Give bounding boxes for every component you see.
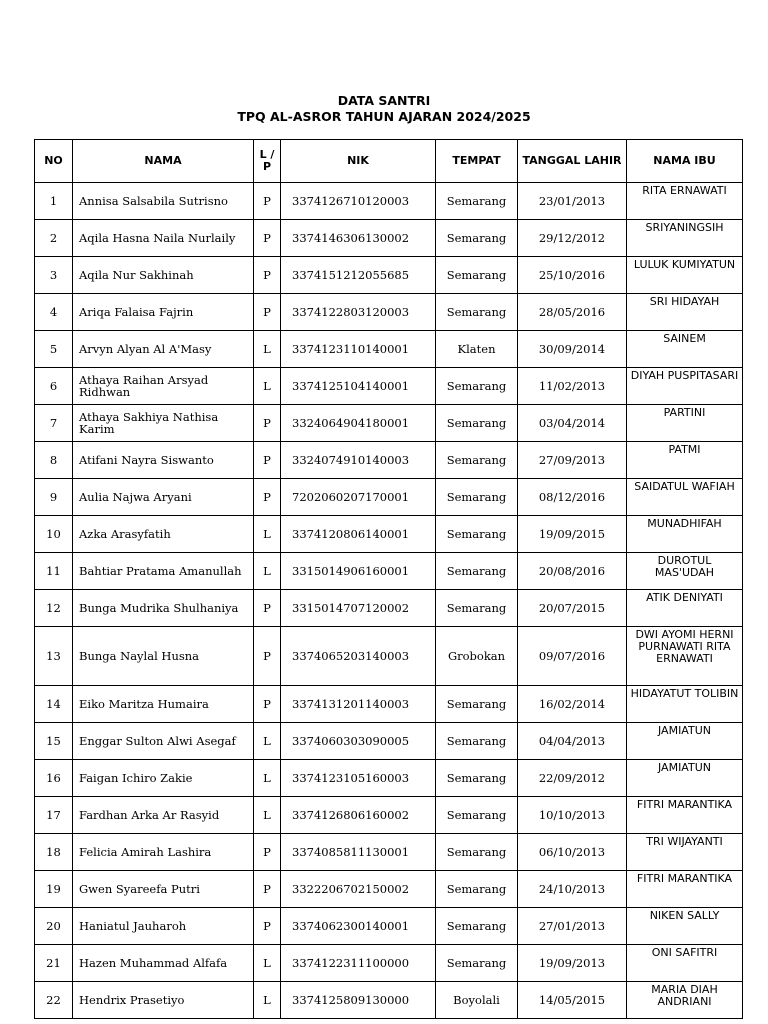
cell-tempat: Semarang [436,590,518,627]
cell-tanggal-lahir: 28/05/2016 [518,294,627,331]
table-row [35,479,743,516]
cell-tanggal-lahir: 19/09/2015 [518,516,627,553]
header-lp: L / P [254,140,281,183]
cell-tempat: Semarang [436,871,518,908]
cell-lp: P [254,871,281,908]
cell-tanggal-lahir: 16/02/2014 [518,686,627,723]
cell-tanggal-lahir: 19/09/2013 [518,945,627,982]
cell-nik: 3322206702150002 [281,871,436,908]
cell-nama-ibu: PARTINI [627,405,743,442]
table-row [35,331,743,368]
cell-tanggal-lahir: 08/12/2016 [518,479,627,516]
cell-lp: P [254,257,281,294]
cell-tanggal-lahir: 22/09/2012 [518,760,627,797]
cell-lp: L [254,516,281,553]
cell-tempat: Semarang [436,294,518,331]
table-row [35,368,743,405]
cell-nik: 3374085811130001 [281,834,436,871]
cell-tanggal-lahir: 09/07/2016 [518,627,627,686]
cell-tempat: Grobokan [436,627,518,686]
cell-nama-ibu: SRIYANINGSIH [627,220,743,257]
cell-no: 19 [35,871,73,908]
cell-no: 17 [35,797,73,834]
cell-no: 13 [35,627,73,686]
cell-nik: 3374123105160003 [281,760,436,797]
cell-no: 6 [35,368,73,405]
cell-nama: Faigan Ichiro Zakie [73,760,254,797]
cell-nama-ibu: NIKEN SALLY [627,908,743,945]
cell-nama: Ariqa Falaisa Fajrin [73,294,254,331]
cell-nik: 3374131201140003 [281,686,436,723]
cell-tanggal-lahir: 11/02/2013 [518,368,627,405]
cell-tanggal-lahir: 20/08/2016 [518,553,627,590]
cell-tempat: Semarang [436,442,518,479]
cell-nik: 3374125104140001 [281,368,436,405]
cell-nik: 3374126710120003 [281,183,436,220]
cell-lp: L [254,553,281,590]
table-row [35,908,743,945]
cell-nik: 3374123110140001 [281,331,436,368]
cell-nama: Enggar Sulton Alwi Asegaf [73,723,254,760]
cell-tempat: Klaten [436,331,518,368]
cell-no: 1 [35,183,73,220]
cell-lp: P [254,834,281,871]
table-row [35,405,743,442]
cell-tempat: Semarang [436,908,518,945]
header-nama: NAMA [73,140,254,183]
cell-nik: 3374151212055685 [281,257,436,294]
table-row [35,183,743,220]
cell-lp: P [254,405,281,442]
cell-tanggal-lahir: 04/04/2013 [518,723,627,760]
cell-lp: P [254,590,281,627]
table-row [35,257,743,294]
cell-tempat: Semarang [436,797,518,834]
cell-nama-ibu: ONI SAFITRI [627,945,743,982]
cell-lp: L [254,723,281,760]
cell-no: 18 [35,834,73,871]
cell-tanggal-lahir: 06/10/2013 [518,834,627,871]
cell-tempat: Semarang [436,183,518,220]
cell-tempat: Semarang [436,686,518,723]
document-subtitle: TPQ AL-ASROR TAHUN AJARAN 2024/2025 [237,109,531,124]
cell-no: 10 [35,516,73,553]
cell-no: 16 [35,760,73,797]
table-row [35,760,743,797]
table-row [35,553,743,590]
cell-nama: Azka Arasyfatih [73,516,254,553]
cell-no: 3 [35,257,73,294]
cell-nama: Annisa Salsabila Sutrisno [73,183,254,220]
cell-lp: L [254,331,281,368]
table-row [35,627,743,686]
cell-nama-ibu: HIDAYATUT TOLIBIN [627,686,743,723]
cell-tempat: Semarang [436,760,518,797]
cell-nama: Hendrix Prasetiyo [73,982,254,1019]
table-row [35,723,743,760]
cell-lp: P [254,908,281,945]
cell-nama: Athaya Raihan Arsyad Ridhwan [73,368,254,405]
cell-lp: L [254,368,281,405]
cell-no: 2 [35,220,73,257]
cell-no: 7 [35,405,73,442]
cell-nama-ibu: TRI WIJAYANTI [627,834,743,871]
cell-nama-ibu: FITRI MARANTIKA [627,797,743,834]
cell-nama: Aqila Nur Sakhinah [73,257,254,294]
cell-nama-ibu: SAIDATUL WAFIAH [627,479,743,516]
cell-nama: Aqila Hasna Naila Nurlaily [73,220,254,257]
table-row [35,871,743,908]
table-row [35,945,743,982]
cell-no: 21 [35,945,73,982]
cell-nik: 3374120806140001 [281,516,436,553]
cell-lp: P [254,294,281,331]
cell-tanggal-lahir: 24/10/2013 [518,871,627,908]
cell-nik: 3324064904180001 [281,405,436,442]
table-row [35,982,743,1019]
cell-nama-ibu: MUNADHIFAH [627,516,743,553]
cell-nama-ibu: DUROTUL MAS'UDAH [627,553,743,590]
cell-no: 9 [35,479,73,516]
cell-nama: Athaya Sakhiya Nathisa Karim [73,405,254,442]
cell-lp: L [254,982,281,1019]
cell-nik: 3315014707120002 [281,590,436,627]
cell-nama: Bahtiar Pratama Amanullah [73,553,254,590]
cell-lp: L [254,945,281,982]
cell-nik: 3374062300140001 [281,908,436,945]
header-tanggal-lahir: TANGGAL LAHIR [518,140,627,183]
cell-tempat: Boyolali [436,982,518,1019]
cell-lp: L [254,797,281,834]
cell-nama: Fardhan Arka Ar Rasyid [73,797,254,834]
cell-no: 20 [35,908,73,945]
cell-tempat: Semarang [436,405,518,442]
cell-tanggal-lahir: 27/01/2013 [518,908,627,945]
cell-nama-ibu: PATMI [627,442,743,479]
cell-tempat: Semarang [436,368,518,405]
cell-lp: L [254,760,281,797]
cell-nama: Hazen Muhammad Alfafa [73,945,254,982]
cell-tanggal-lahir: 27/09/2013 [518,442,627,479]
header-no: NO [35,140,73,183]
cell-nama-ibu: FITRI MARANTIKA [627,871,743,908]
cell-tempat: Semarang [436,834,518,871]
cell-tanggal-lahir: 20/07/2015 [518,590,627,627]
cell-nik: 3374122803120003 [281,294,436,331]
cell-lp: P [254,220,281,257]
cell-lp: P [254,627,281,686]
cell-nik: 3324074910140003 [281,442,436,479]
cell-tempat: Semarang [436,553,518,590]
cell-tempat: Semarang [436,723,518,760]
cell-tempat: Semarang [436,479,518,516]
cell-no: 12 [35,590,73,627]
cell-nama: Arvyn Alyan Al A'Masy [73,331,254,368]
cell-nama: Felicia Amirah Lashira [73,834,254,871]
cell-tempat: Semarang [436,516,518,553]
cell-no: 11 [35,553,73,590]
cell-nik: 3315014906160001 [281,553,436,590]
cell-nama-ibu: RITA ERNAWATI [627,183,743,220]
cell-tempat: Semarang [436,220,518,257]
cell-nik: 3374060303090005 [281,723,436,760]
cell-nama: Aulia Najwa Aryani [73,479,254,516]
cell-nik: 3374125809130000 [281,982,436,1019]
cell-nik: 7202060207170001 [281,479,436,516]
cell-tanggal-lahir: 23/01/2013 [518,183,627,220]
table-row [35,686,743,723]
table-row [35,516,743,553]
cell-nama: Eiko Maritza Humaira [73,686,254,723]
cell-lp: P [254,183,281,220]
cell-nama-ibu: LULUK KUMIYATUN [627,257,743,294]
cell-lp: P [254,686,281,723]
cell-tanggal-lahir: 14/05/2015 [518,982,627,1019]
cell-nama: Bunga Mudrika Shulhaniya [73,590,254,627]
table-row [35,442,743,479]
cell-no: 8 [35,442,73,479]
cell-no: 15 [35,723,73,760]
cell-nama-ibu: JAMIATUN [627,760,743,797]
cell-tanggal-lahir: 25/10/2016 [518,257,627,294]
cell-lp: P [254,479,281,516]
cell-nik: 3374146306130002 [281,220,436,257]
table-row [35,797,743,834]
cell-tanggal-lahir: 03/04/2014 [518,405,627,442]
cell-no: 4 [35,294,73,331]
table-row [35,834,743,871]
cell-nama-ibu: DIYAH PUSPITASARI [627,368,743,405]
header-nama-ibu: NAMA IBU [627,140,743,183]
cell-nik: 3374122311100000 [281,945,436,982]
cell-nama: Bunga Naylal Husna [73,627,254,686]
cell-tanggal-lahir: 10/10/2013 [518,797,627,834]
table-row [35,294,743,331]
cell-nama-ibu: ATIK DENIYATI [627,590,743,627]
cell-nama: Atifani Nayra Siswanto [73,442,254,479]
cell-no: 5 [35,331,73,368]
cell-tempat: Semarang [436,945,518,982]
cell-nama: Haniatul Jauharoh [73,908,254,945]
cell-nama: Gwen Syareefa Putri [73,871,254,908]
cell-nama-ibu: MARIA DIAH ANDRIANI [627,982,743,1019]
cell-nik: 3374065203140003 [281,627,436,686]
cell-tanggal-lahir: 29/12/2012 [518,220,627,257]
cell-nama-ibu: SRI HIDAYAH [627,294,743,331]
header-nik: NIK [281,140,436,183]
cell-nama-ibu: DWI AYOMI HERNI PURNAWATI RITA ERNAWATI [627,627,743,686]
header-tempat: TEMPAT [436,140,518,183]
santri-table [34,139,743,1019]
cell-no: 14 [35,686,73,723]
document-title: DATA SANTRI [337,93,431,108]
cell-no: 22 [35,982,73,1019]
cell-nama-ibu: JAMIATUN [627,723,743,760]
table-row [35,220,743,257]
cell-lp: P [254,442,281,479]
cell-nama-ibu: SAINEM [627,331,743,368]
cell-nik: 3374126806160002 [281,797,436,834]
cell-tanggal-lahir: 30/09/2014 [518,331,627,368]
cell-tempat: Semarang [436,257,518,294]
table-row [35,590,743,627]
table-header-row [35,140,743,183]
